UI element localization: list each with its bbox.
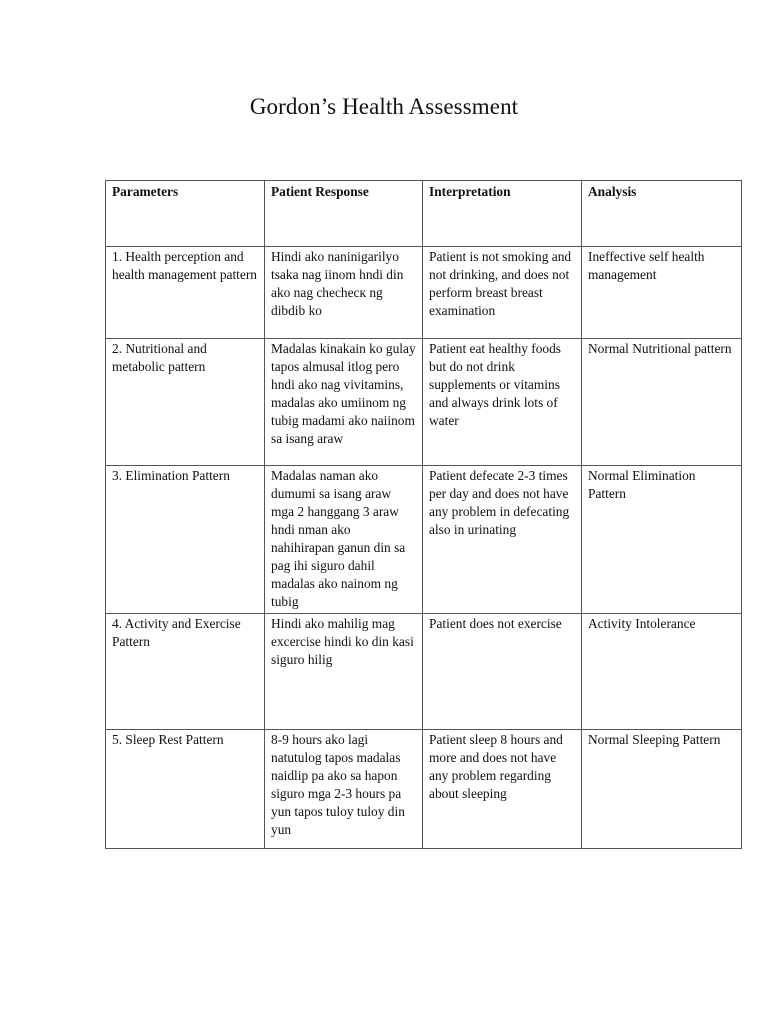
cell-response-text: 8-9 hours ako lagi natutulog tapos madalas naidlip pa ako sa hapon siguro mga 2-3 hours pa yun tapos tuloy tuloy din yun xyxy=(271,732,405,837)
table-header-row xyxy=(106,181,742,247)
cell-response xyxy=(265,614,423,730)
cell-response xyxy=(265,466,423,614)
cell-analysis-text: Normal Sleeping Pattern xyxy=(588,732,721,747)
cell-response xyxy=(265,339,423,466)
cell-interpretation xyxy=(423,614,582,730)
cell-interpretation xyxy=(423,466,582,614)
cell-analysis-text: Normal Nutritional pattern xyxy=(588,341,732,356)
page-title: Gordon’s Health Assessment xyxy=(249,94,519,119)
cell-analysis-text: Normal Elimination Pattern xyxy=(588,468,696,501)
header-patient-response: Patient Response xyxy=(265,181,423,247)
cell-parameter xyxy=(106,466,265,614)
cell-interpretation xyxy=(423,730,582,849)
cell-analysis xyxy=(582,730,742,849)
cell-interpretation xyxy=(423,247,582,339)
header-interpretation: Interpretation xyxy=(423,181,582,247)
cell-response-text: Hindi ako mahilig mag excercise hindi ko din kasi siguro hilig xyxy=(271,616,414,667)
cell-response-text: Madalas naman ako dumumi sa isang araw mga 2 hanggang 3 araw hndi nman ako nahihirapan ganun din sa pag ihi siguro dahil madalas ako nainom ng tubig xyxy=(271,468,406,609)
cell-analysis xyxy=(582,466,742,614)
table-row xyxy=(106,614,742,730)
cell-analysis-text: Activity Intolerance xyxy=(588,616,696,631)
cell-analysis xyxy=(582,614,742,730)
table-row xyxy=(106,730,742,849)
cell-parameter xyxy=(106,247,265,339)
cell-interpretation-text: Patient eat healthy foods but do not drink supplements or vitamins and always drink lots of water xyxy=(429,341,562,428)
cell-response-text: Hindi ako naninigarilyo tsaka nag iinom hndi din ako nag chechecк ng dibdib ko xyxy=(271,249,404,318)
table-row xyxy=(106,466,742,614)
cell-parameter-text: 2. Nutritional and metabolic pattern xyxy=(112,341,207,374)
cell-response xyxy=(265,247,423,339)
cell-parameter-text: 1. Health perception and health management pattern xyxy=(112,249,258,282)
cell-parameter xyxy=(106,339,265,466)
cell-analysis xyxy=(582,339,742,466)
cell-parameter xyxy=(106,614,265,730)
table-row xyxy=(106,339,742,466)
cell-parameter-text: 5. Sleep Rest Pattern xyxy=(112,732,224,747)
cell-interpretation-text: Patient defecate 2-3 times per day and does not have any problem in defecating also in urinating xyxy=(429,468,570,537)
cell-analysis-text: Ineffective self health management xyxy=(588,249,705,282)
table-row xyxy=(106,247,742,339)
cell-parameter xyxy=(106,730,265,849)
cell-interpretation-text: Patient sleep 8 hours and more and does not have any problem regarding about sleeping xyxy=(429,732,563,801)
cell-parameter-text: 3. Elimination Pattern xyxy=(112,468,230,483)
header-parameters: Parameters xyxy=(106,181,265,247)
cell-response-text: Madalas kinakain ko gulay tapos almusal itlog pero hndi ako nag vivitamins, madalas ako umiinom ng tubig madami ako naiinom sa isang araw xyxy=(271,341,416,446)
cell-interpretation xyxy=(423,339,582,466)
cell-analysis xyxy=(582,247,742,339)
cell-response xyxy=(265,730,423,849)
header-analysis: Analysis xyxy=(582,181,742,247)
assessment-table xyxy=(105,180,742,849)
cell-interpretation-text: Patient does not exercise xyxy=(429,616,562,631)
cell-interpretation-text: Patient is not smoking and not drinking, and does not perform breast breast examination xyxy=(429,249,572,318)
cell-parameter-text: 4. Activity and Exercise Pattern xyxy=(112,616,241,649)
